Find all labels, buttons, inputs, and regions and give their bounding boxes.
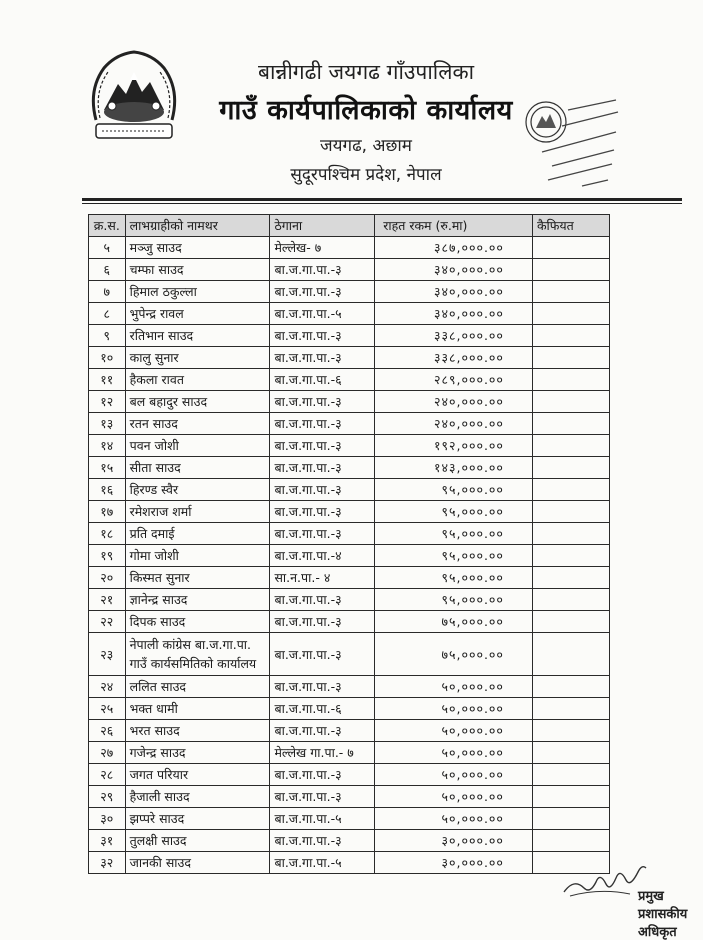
remarks-cell <box>532 698 609 720</box>
table-row <box>89 808 610 830</box>
remarks-cell <box>532 303 609 325</box>
table-row <box>89 413 610 435</box>
amount-cell: ३०,०००.०० <box>375 830 533 852</box>
amount-cell: ५०,०००.०० <box>375 742 533 764</box>
serial-cell: २७ <box>89 742 126 764</box>
serial-cell: ३० <box>89 808 126 830</box>
remarks-cell <box>532 523 609 545</box>
name-cell: जगत परियार <box>125 764 270 786</box>
remarks-cell <box>532 347 609 369</box>
table-row <box>89 720 610 742</box>
table-row <box>89 742 610 764</box>
amount-cell: १९२,०००.०० <box>375 435 533 457</box>
name-cell: सीता साउद <box>125 457 270 479</box>
amount-cell: ५०,०००.०० <box>375 676 533 698</box>
address-cell: बा.ज.गा.पा.-३ <box>270 259 375 281</box>
signatory-title: प्रमुख प्रशासकीय अधिकृत <box>638 889 688 940</box>
remarks-cell <box>532 325 609 347</box>
remarks-cell <box>532 435 609 457</box>
amount-cell: ७५,०००.०० <box>375 611 533 633</box>
table-row <box>89 567 610 589</box>
remarks-cell <box>532 633 609 676</box>
office-location: जयगढ, अछाम <box>320 136 412 156</box>
table-body <box>89 237 610 874</box>
office-stamp-icon <box>512 92 622 192</box>
table-row <box>89 523 610 545</box>
col-remarks-header: कैफियत <box>532 215 609 237</box>
address-cell: सा.न.पा.- ४ <box>270 567 375 589</box>
remarks-cell <box>532 830 609 852</box>
name-cell: बल बहादुर साउद <box>125 391 270 413</box>
remarks-cell <box>532 259 609 281</box>
address-cell: बा.ज.गा.पा.-६ <box>270 698 375 720</box>
address-cell: बा.ज.गा.पा.-३ <box>270 633 375 676</box>
name-cell: गजेन्द्र साउद <box>125 742 270 764</box>
serial-cell: १२ <box>89 391 126 413</box>
table-row <box>89 369 610 391</box>
amount-cell: २४०,०००.०० <box>375 413 533 435</box>
name-cell: हिमाल ठकुल्ला <box>125 281 270 303</box>
address-cell: बा.ज.गा.पा.-५ <box>270 303 375 325</box>
serial-cell: २८ <box>89 764 126 786</box>
table-row <box>89 633 610 676</box>
name-cell: गोमा जोशी <box>125 545 270 567</box>
address-cell: बा.ज.गा.पा.-३ <box>270 720 375 742</box>
serial-cell: ९ <box>89 325 126 347</box>
address-cell: मेल्लेख- ७ <box>270 237 375 259</box>
col-name-header: लाभग्राहीको नामथर <box>125 215 270 237</box>
serial-cell: ५ <box>89 237 126 259</box>
serial-cell: २५ <box>89 698 126 720</box>
table-row <box>89 281 610 303</box>
table-row <box>89 698 610 720</box>
name-cell: नेपाली कांग्रेस बा.ज.गा.पा. गाउँ कार्यसमितिको कार्यालय <box>125 633 270 676</box>
address-cell: बा.ज.गा.पा.-३ <box>270 435 375 457</box>
serial-cell: १६ <box>89 479 126 501</box>
address-cell: बा.ज.गा.पा.-३ <box>270 589 375 611</box>
table-header-row <box>89 215 610 237</box>
table-row <box>89 479 610 501</box>
table-row <box>89 852 610 874</box>
beneficiary-table <box>88 214 610 874</box>
serial-cell: १५ <box>89 457 126 479</box>
table-row <box>89 545 610 567</box>
remarks-cell <box>532 742 609 764</box>
address-cell: बा.ज.गा.पा.-३ <box>270 347 375 369</box>
amount-cell: ३३८,०००.०० <box>375 347 533 369</box>
office-province: सुदूरपश्चिम प्रदेश, नेपाल <box>290 165 442 185</box>
serial-cell: १० <box>89 347 126 369</box>
name-cell: भरत साउद <box>125 720 270 742</box>
amount-cell: ३४०,०००.०० <box>375 259 533 281</box>
amount-cell: ५०,०००.०० <box>375 720 533 742</box>
amount-cell: ९५,०००.०० <box>375 479 533 501</box>
letterhead <box>196 52 536 185</box>
name-cell: पवन जोशी <box>125 435 270 457</box>
amount-cell: ३८७,०००.०० <box>375 237 533 259</box>
address-cell: बा.ज.गा.पा.-३ <box>270 479 375 501</box>
remarks-cell <box>532 413 609 435</box>
name-cell: तुलक्षी साउद <box>125 830 270 852</box>
name-cell: किस्मत सुनार <box>125 567 270 589</box>
name-cell: दिपक साउद <box>125 611 270 633</box>
table-row <box>89 611 610 633</box>
col-address-header: ठेगाना <box>270 215 375 237</box>
table-row <box>89 830 610 852</box>
remarks-cell <box>532 764 609 786</box>
table-row <box>89 501 610 523</box>
remarks-cell <box>532 545 609 567</box>
table-row <box>89 259 610 281</box>
amount-cell: ९५,०००.०० <box>375 523 533 545</box>
remarks-cell <box>532 501 609 523</box>
name-cell: भक्त धामी <box>125 698 270 720</box>
name-cell: हैकला रावत <box>125 369 270 391</box>
address-cell: बा.ज.गा.पा.-३ <box>270 325 375 347</box>
name-cell: जानकी साउद <box>125 852 270 874</box>
serial-cell: २३ <box>89 633 126 676</box>
address-cell: बा.ज.गा.पा.-३ <box>270 523 375 545</box>
address-cell: बा.ज.गा.पा.-३ <box>270 501 375 523</box>
serial-cell: २४ <box>89 676 126 698</box>
amount-cell: ३४०,०००.०० <box>375 303 533 325</box>
address-cell: बा.ज.गा.पा.-३ <box>270 611 375 633</box>
office-name: गाउँ कार्यपालिकाको कार्यालय <box>219 95 513 126</box>
table-row <box>89 589 610 611</box>
name-cell: भुपेन्द्र रावल <box>125 303 270 325</box>
table-row <box>89 391 610 413</box>
header-rule <box>82 198 682 201</box>
address-cell: बा.ज.गा.पा.-४ <box>270 545 375 567</box>
amount-cell: २८९,०००.०० <box>375 369 533 391</box>
table-row <box>89 457 610 479</box>
serial-cell: ६ <box>89 259 126 281</box>
amount-cell: ९५,०००.०० <box>375 567 533 589</box>
name-cell: ज्ञानेन्द्र साउद <box>125 589 270 611</box>
address-cell: बा.ज.गा.पा.-३ <box>270 281 375 303</box>
name-cell: चम्फा साउद <box>125 259 270 281</box>
address-cell: बा.ज.गा.पा.-३ <box>270 413 375 435</box>
remarks-cell <box>532 369 609 391</box>
table-row <box>89 435 610 457</box>
serial-cell: ११ <box>89 369 126 391</box>
name-cell: कालु सुनार <box>125 347 270 369</box>
remarks-cell <box>532 391 609 413</box>
amount-cell: ५०,०००.०० <box>375 786 533 808</box>
table-row <box>89 237 610 259</box>
serial-cell: ७ <box>89 281 126 303</box>
table-row <box>89 303 610 325</box>
amount-cell: ५०,०००.०० <box>375 808 533 830</box>
municipality-name: बान्नीगढी जयगढ गाँउपालिका <box>257 60 475 84</box>
serial-cell: १३ <box>89 413 126 435</box>
serial-cell: ८ <box>89 303 126 325</box>
remarks-cell <box>532 237 609 259</box>
amount-cell: १४३,०००.०० <box>375 457 533 479</box>
amount-cell: ३३८,०००.०० <box>375 325 533 347</box>
name-cell: प्रति दमाई <box>125 523 270 545</box>
col-serial-header: क्र.स. <box>89 215 126 237</box>
serial-cell: २९ <box>89 786 126 808</box>
serial-cell: १९ <box>89 545 126 567</box>
remarks-cell <box>532 676 609 698</box>
remarks-cell <box>532 479 609 501</box>
amount-cell: ९५,०००.०० <box>375 545 533 567</box>
amount-cell: ५०,०००.०० <box>375 698 533 720</box>
nepal-emblem-icon <box>82 50 186 150</box>
address-cell: बा.ज.गा.पा.-५ <box>270 808 375 830</box>
table-row <box>89 325 610 347</box>
remarks-cell <box>532 281 609 303</box>
amount-cell: २४०,०००.०० <box>375 391 533 413</box>
name-cell: रतिभान साउद <box>125 325 270 347</box>
remarks-cell <box>532 786 609 808</box>
name-cell: ललित साउद <box>125 676 270 698</box>
serial-cell: २० <box>89 567 126 589</box>
address-cell: बा.ज.गा.पा.-३ <box>270 676 375 698</box>
serial-cell: १४ <box>89 435 126 457</box>
name-cell: हैजाली साउद <box>125 786 270 808</box>
name-cell: झप्परे साउद <box>125 808 270 830</box>
amount-cell: ५०,०००.०० <box>375 764 533 786</box>
serial-cell: ३२ <box>89 852 126 874</box>
address-cell: बा.ज.गा.पा.-३ <box>270 786 375 808</box>
amount-cell: ३०,०००.०० <box>375 852 533 874</box>
name-cell: रमेशराज शर्मा <box>125 501 270 523</box>
remarks-cell <box>532 808 609 830</box>
col-amount-header: राहत रकम (रु.मा) <box>375 215 533 237</box>
serial-cell: १७ <box>89 501 126 523</box>
address-cell: बा.ज.गा.पा.-३ <box>270 391 375 413</box>
name-cell: मञ्जु साउद <box>125 237 270 259</box>
remarks-cell <box>532 567 609 589</box>
address-cell: बा.ज.गा.पा.-३ <box>270 764 375 786</box>
amount-cell: ९५,०००.०० <box>375 501 533 523</box>
serial-cell: २२ <box>89 611 126 633</box>
remarks-cell <box>532 611 609 633</box>
address-cell: बा.ज.गा.पा.-५ <box>270 852 375 874</box>
remarks-cell <box>532 720 609 742</box>
address-cell: बा.ज.गा.पा.-३ <box>270 830 375 852</box>
amount-cell: ९५,०००.०० <box>375 589 533 611</box>
amount-cell: ३४०,०००.०० <box>375 281 533 303</box>
remarks-cell <box>532 589 609 611</box>
table-row <box>89 764 610 786</box>
table-row <box>89 786 610 808</box>
table-row <box>89 676 610 698</box>
address-cell: मेल्लेख गा.पा.- ७ <box>270 742 375 764</box>
serial-cell: १८ <box>89 523 126 545</box>
amount-cell: ७५,०००.०० <box>375 633 533 676</box>
table-row <box>89 347 610 369</box>
header-rule-thin <box>82 203 682 204</box>
serial-cell: ३१ <box>89 830 126 852</box>
serial-cell: २१ <box>89 589 126 611</box>
serial-cell: २६ <box>89 720 126 742</box>
address-cell: बा.ज.गा.पा.-३ <box>270 457 375 479</box>
signature-icon <box>560 858 650 898</box>
address-cell: बा.ज.गा.पा.-६ <box>270 369 375 391</box>
name-cell: हिरण्ड स्वैर <box>125 479 270 501</box>
remarks-cell <box>532 457 609 479</box>
name-cell: रतन साउद <box>125 413 270 435</box>
